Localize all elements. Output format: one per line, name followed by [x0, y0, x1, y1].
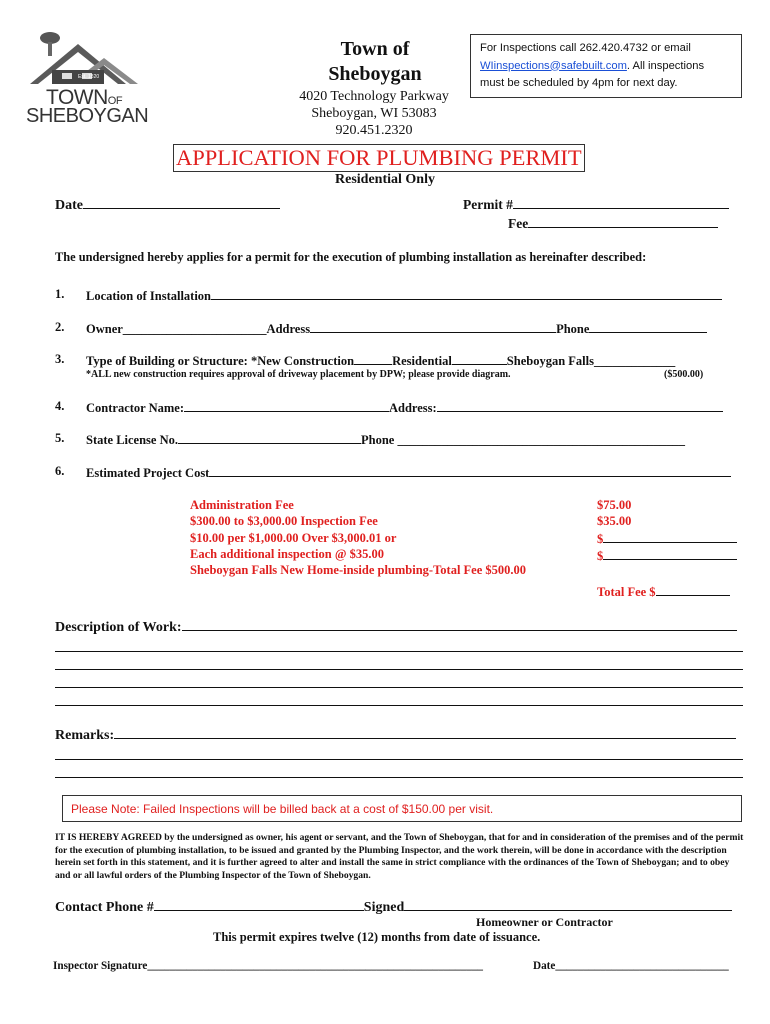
contractor-field[interactable] — [184, 399, 389, 412]
item-number-5: 5. — [55, 431, 65, 445]
each-fee-value: $ — [597, 548, 604, 563]
cost-label: Estimated Project Cost — [86, 466, 210, 480]
description-line-2[interactable] — [55, 651, 743, 652]
location-field[interactable] — [211, 287, 722, 300]
item-number-2: 2. — [55, 320, 65, 334]
inspection-info-box — [470, 34, 742, 98]
fee-values — [597, 497, 737, 564]
range-fee-value: $35.00 — [597, 514, 632, 529]
logo-house-icon — [26, 30, 146, 90]
note-text: Please Note: Failed Inspections will be billed back at a cost of $150.00 per visit. — [71, 802, 494, 816]
total-fee-label: Total Fee $ — [597, 585, 656, 599]
contact-phone-field[interactable] — [154, 898, 364, 911]
form-title: APPLICATION FOR PLUMBING PERMIT — [173, 144, 585, 172]
address-line2: Sheboygan, WI 53083 — [311, 106, 437, 121]
item-number-6: 6. — [55, 464, 65, 478]
license-phone-label: Phone ______________________________________________ — [361, 433, 685, 447]
expiration-text: This permit expires twelve (12) months from date of issuance. — [213, 930, 541, 944]
new-construction-field[interactable] — [354, 352, 392, 365]
construction-note: *ALL new construction requires approval of driveway placement by DPW; please provide diagram. — [86, 369, 511, 380]
remarks-field[interactable] — [114, 726, 736, 739]
date-label: Date — [55, 198, 83, 213]
sheboygan-falls-label: Sheboygan Falls_____________ — [506, 354, 676, 368]
phone-label: Phone — [556, 322, 590, 336]
permit-field[interactable] — [513, 196, 729, 209]
homeowner-label: Homeowner or Contractor — [476, 915, 613, 929]
title-line1: Town of — [340, 38, 410, 60]
town-phone: 920.451.2320 — [335, 123, 413, 138]
cost-field[interactable] — [209, 464, 731, 477]
description-label: Description of Work — [55, 620, 177, 635]
owner-address-label: Owner_______________________Address — [86, 322, 311, 336]
admin-fee-value: $75.00 — [597, 498, 632, 512]
town-address — [278, 88, 470, 139]
fee-field[interactable] — [528, 215, 718, 228]
fee-label: Fee — [508, 216, 529, 231]
range-fee-label: $300.00 to $3,000.00 Inspection Fee — [190, 514, 378, 529]
inspection-line2: . All inspections — [626, 59, 705, 72]
contractor-label: Contractor Name: — [86, 401, 184, 415]
logo-of: OF — [107, 95, 123, 107]
town-title — [305, 37, 445, 87]
logo-town: TOWN — [46, 86, 108, 109]
failed-inspection-note — [62, 795, 742, 822]
title-line2: Sheboygan — [328, 63, 422, 85]
inspector-date-label[interactable]: Date_______________________________ — [533, 960, 729, 972]
phone-field[interactable] — [589, 320, 707, 333]
license-label: State License No. — [86, 433, 178, 447]
remarks-label: Remarks — [55, 728, 110, 743]
agreement-text: IT IS HEREBY AGREED by the undersigned as owner, his agent or servant, and the Town of Sheboygan, that for and in consideration of the premises and of the permit for the execution of plumbing installation, to be issued and granted by the Plumbing Inspector, and the work therein, will be done in accordance with the description herein set forth in this statement, and it is further agreed to alter and install the same in strict compliance with the ordinances of the Town of Sheboygan; and to obey and or all lawful orders of the Plumbing Inspector of the Town of Sheboygan. — [55, 832, 744, 881]
item-number-4: 4. — [55, 399, 65, 413]
item-number-3: 3. — [55, 352, 65, 366]
fee-schedule — [190, 497, 526, 578]
residential-label: Residential — [392, 354, 452, 368]
inspection-email-link[interactable]: WIinspections@safebuilt.com — [480, 59, 627, 72]
remarks-line-2[interactable] — [55, 759, 743, 760]
intro-text: The undersigned hereby applies for a permit for the execution of plumbing installation as hereinafter described: — [55, 250, 647, 264]
total-fee-field[interactable] — [656, 583, 730, 596]
description-line-3[interactable] — [55, 669, 743, 670]
license-field[interactable] — [178, 431, 361, 444]
inspector-signature-label[interactable]: Inspector Signature____________________________________________________________ — [53, 960, 484, 972]
description-line-4[interactable] — [55, 687, 743, 688]
per-fee-value: $ — [597, 531, 604, 546]
signed-label: Signed — [363, 900, 405, 915]
signature-field[interactable] — [404, 898, 732, 911]
falls-fee-label: Sheboygan Falls New Home-inside plumbing-Total Fee $500.00 — [190, 563, 527, 578]
each-fee-label: Each additional inspection @ $35.00 — [190, 546, 384, 561]
logo-est: Est. 1820 — [78, 74, 100, 80]
contractor-address-label: Address: — [389, 401, 437, 415]
falls-fee: ($500.00) — [664, 369, 704, 380]
remarks-line-3[interactable] — [55, 777, 743, 778]
description-line-5[interactable] — [55, 705, 743, 706]
admin-fee-label: Administration Fee — [190, 498, 294, 512]
address-line1: 4020 Technology Parkway — [299, 89, 449, 104]
description-field[interactable] — [182, 618, 737, 631]
each-fee-field[interactable] — [603, 547, 737, 560]
contact-phone-label: Contact Phone # — [55, 900, 154, 915]
town-logo — [26, 30, 149, 127]
residential-field[interactable] — [452, 352, 507, 365]
location-label: Location of Installation — [86, 289, 212, 303]
form-subtitle: Residential Only — [335, 172, 435, 187]
per-fee-label: $10.00 per $1,000.00 Over $3,000.01 or — [190, 530, 397, 545]
permit-label: Permit # — [463, 197, 513, 212]
inspection-line3: must be scheduled by 4pm for next day. — [480, 77, 678, 89]
item-number-1: 1. — [55, 287, 65, 301]
building-type-label: Type of Building or Structure: *New Construction — [86, 354, 355, 368]
per-fee-field[interactable] — [603, 530, 737, 543]
logo-sheboygan: SHEBOYGAN — [26, 105, 149, 127]
contractor-address-field[interactable] — [437, 399, 723, 412]
address-field[interactable] — [310, 320, 556, 333]
date-field[interactable] — [83, 196, 280, 209]
inspection-line1: For Inspections call 262.420.4732 or email — [480, 42, 691, 54]
